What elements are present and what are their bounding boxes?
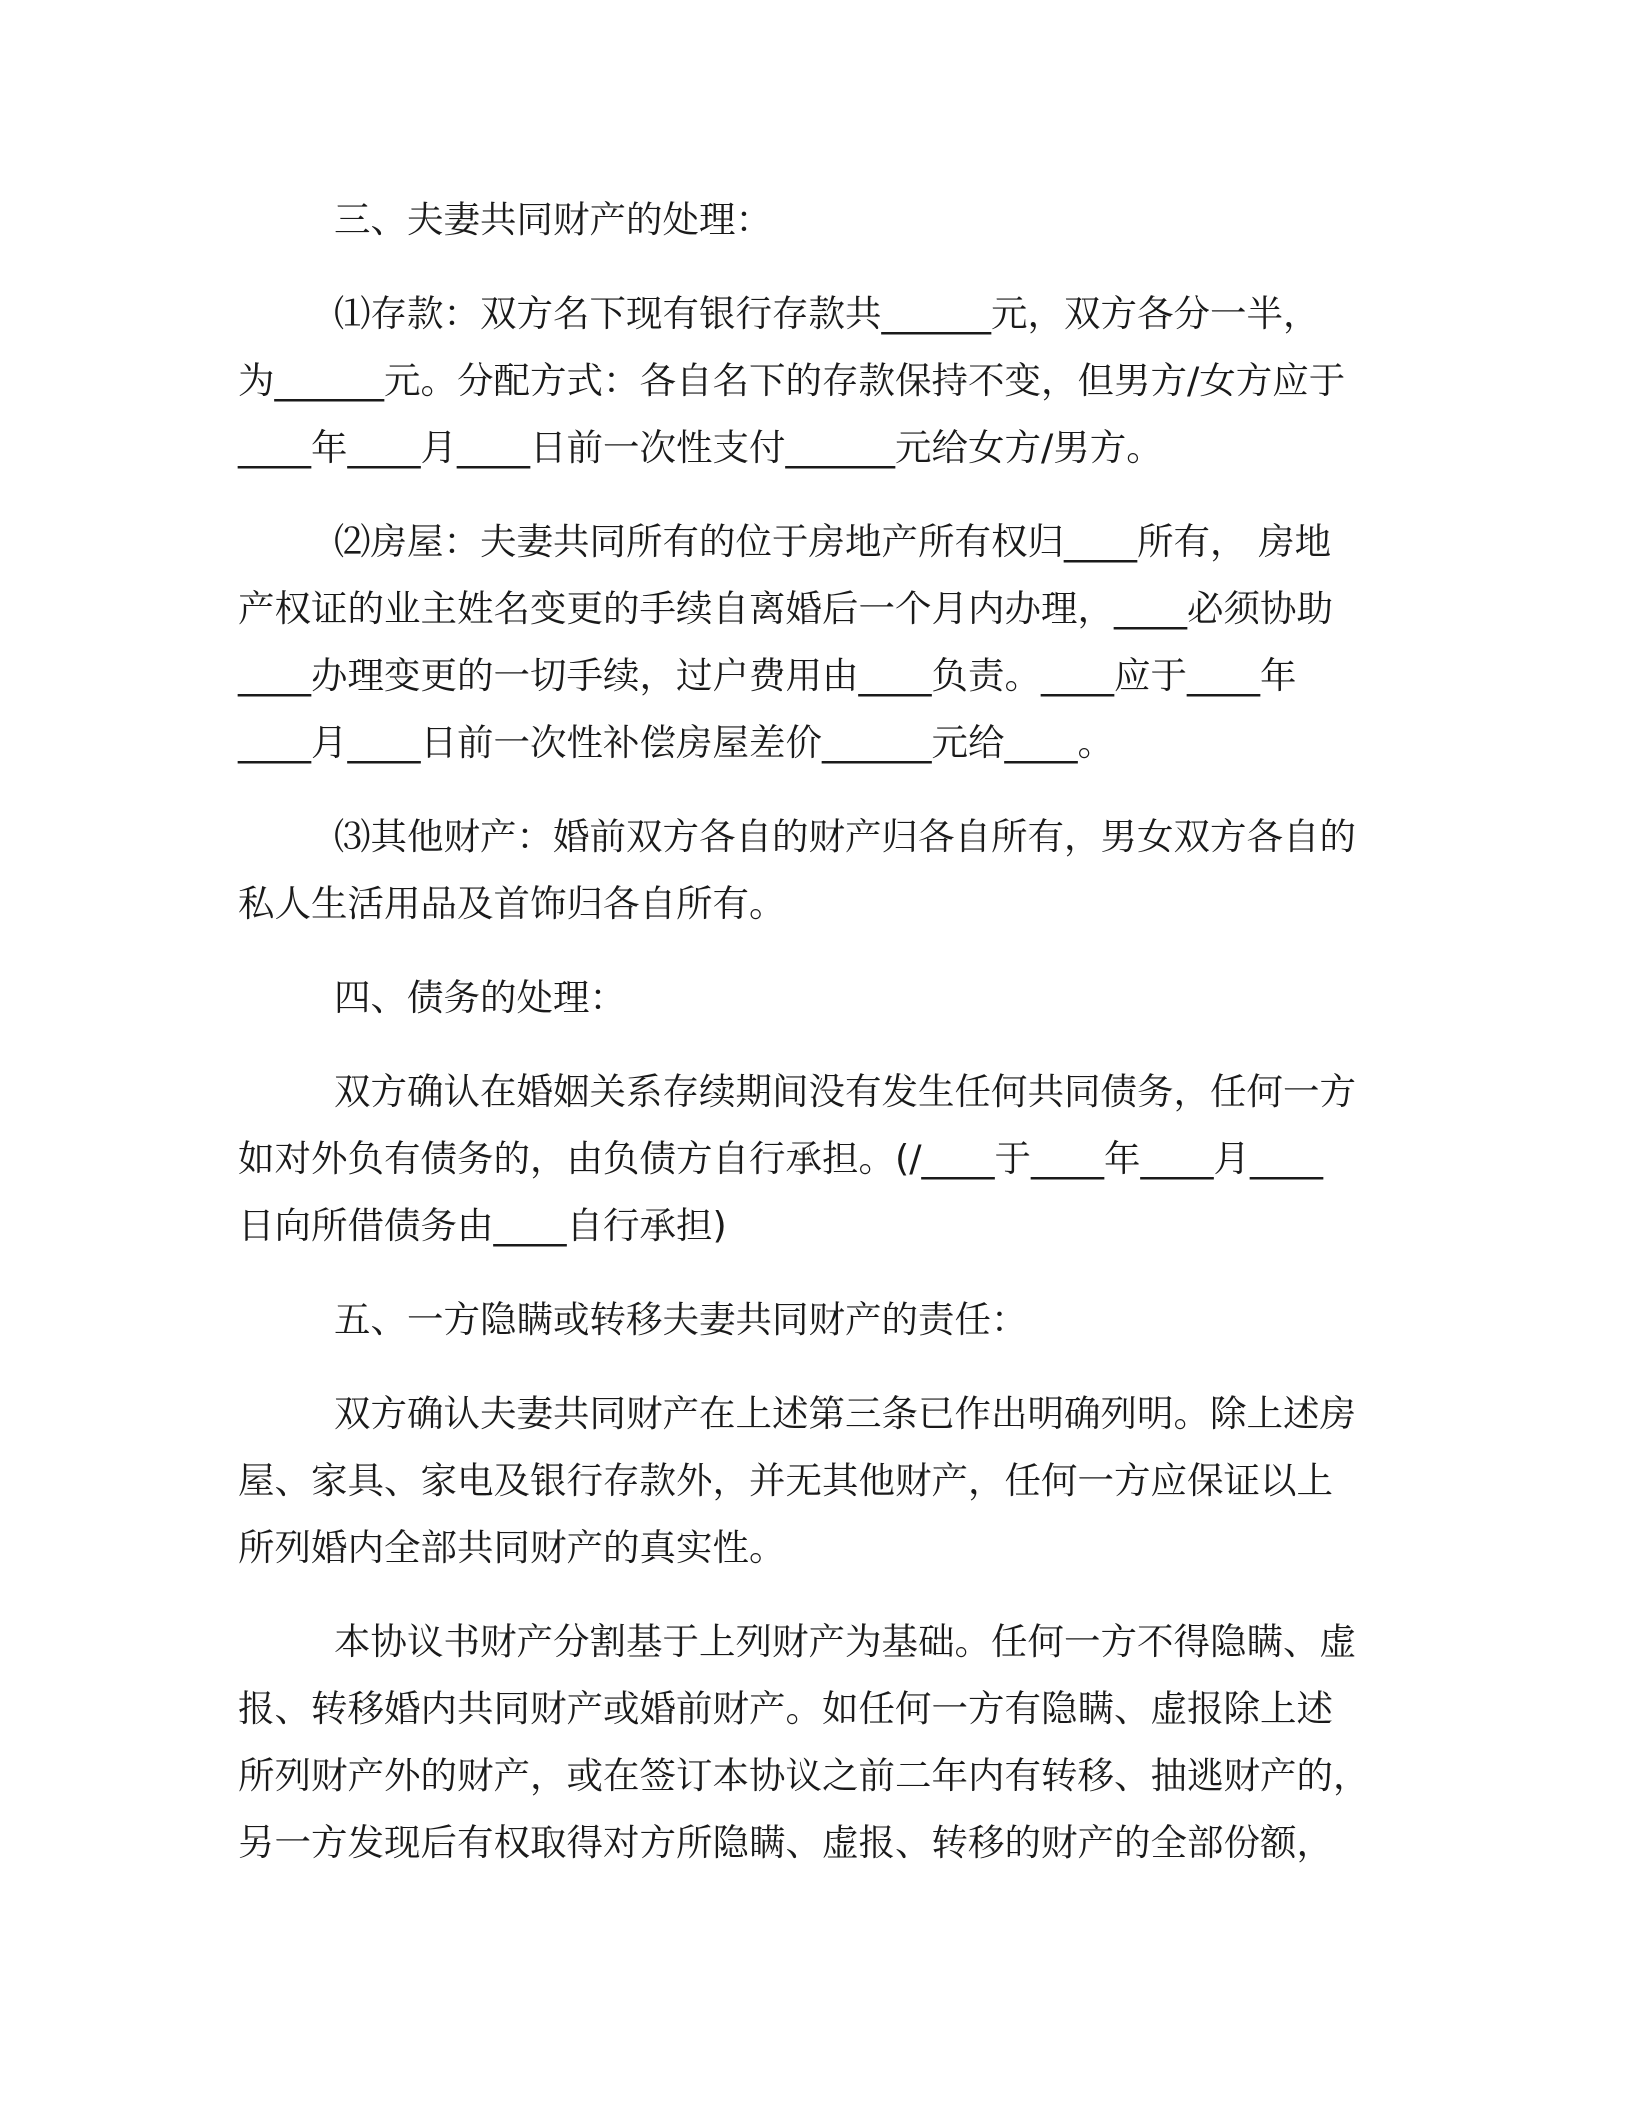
text-line: 另一方发现后有权取得对方所隐瞒、虚报、转移的财产的全部份额， (238, 1821, 1333, 1864)
text-line: 本协议书财产分割基于上列财产为基础。任何一方不得隐瞒、虚 (334, 1620, 1356, 1663)
text-line: 双方确认在婚姻关系存续期间没有发生任何共同债务，任何一方 (334, 1070, 1356, 1113)
text-line: ⑶其他财产：婚前双方各自的财产归各自所有，男女双方各自的 (334, 815, 1356, 858)
other-property-clause (238, 803, 1386, 937)
text-line: 日向所借债务由____自行承担) (238, 1204, 727, 1247)
text-line: 三、夫妻共同财产的处理： (334, 198, 772, 241)
deposit-clause (238, 280, 1386, 481)
text-line: 四、债务的处理： (334, 976, 626, 1019)
basis-clause (238, 1608, 1386, 1876)
text-line: ____办理变更的一切手续，过户费用由____负责。____应于____年 (238, 654, 1297, 697)
text-line: 所列财产外的财产，或在签订本协议之前二年内有转移、抽逃财产的， (238, 1754, 1370, 1797)
section-5-heading (238, 1286, 1386, 1353)
section-3-heading (238, 186, 1386, 253)
text-line: 如对外负有债务的，由负债方自行承担。(/____于____年____月____ (238, 1137, 1324, 1180)
text-line: 报、转移婚内共同财产或婚前财产。如任何一方有隐瞒、虚报除上述 (238, 1687, 1333, 1730)
document-page (238, 186, 1386, 1903)
text-line: 所列婚内全部共同财产的真实性。 (238, 1526, 786, 1569)
debt-clause (238, 1058, 1386, 1259)
house-clause (238, 508, 1386, 776)
text-line: ____月____日前一次性补偿房屋差价______元给____。 (238, 721, 1114, 764)
text-line: ⑴存款：双方名下现有银行存款共______元，双方各分一半， (334, 292, 1320, 335)
text-line: ⑵房屋：夫妻共同所有的位于房地产所有权归____所有， 房地 (334, 520, 1332, 563)
text-line: ____年____月____日前一次性支付______元给女方/男方。 (238, 426, 1163, 469)
text-line: 私人生活用品及首饰归各自所有。 (238, 882, 786, 925)
text-line: 为______元。分配方式：各自名下的存款保持不变，但男方/女方应于 (238, 359, 1346, 402)
text-line: 双方确认夫妻共同财产在上述第三条已作出明确列明。除上述房 (334, 1392, 1356, 1435)
text-line: 产权证的业主姓名变更的手续自离婚后一个月内办理，____必须协助 (238, 587, 1333, 630)
section-4-heading (238, 964, 1386, 1031)
confirm-clause (238, 1380, 1386, 1581)
text-line: 屋、家具、家电及银行存款外，并无其他财产，任何一方应保证以上 (238, 1459, 1333, 1502)
text-line: 五、一方隐瞒或转移夫妻共同财产的责任： (334, 1298, 1028, 1341)
